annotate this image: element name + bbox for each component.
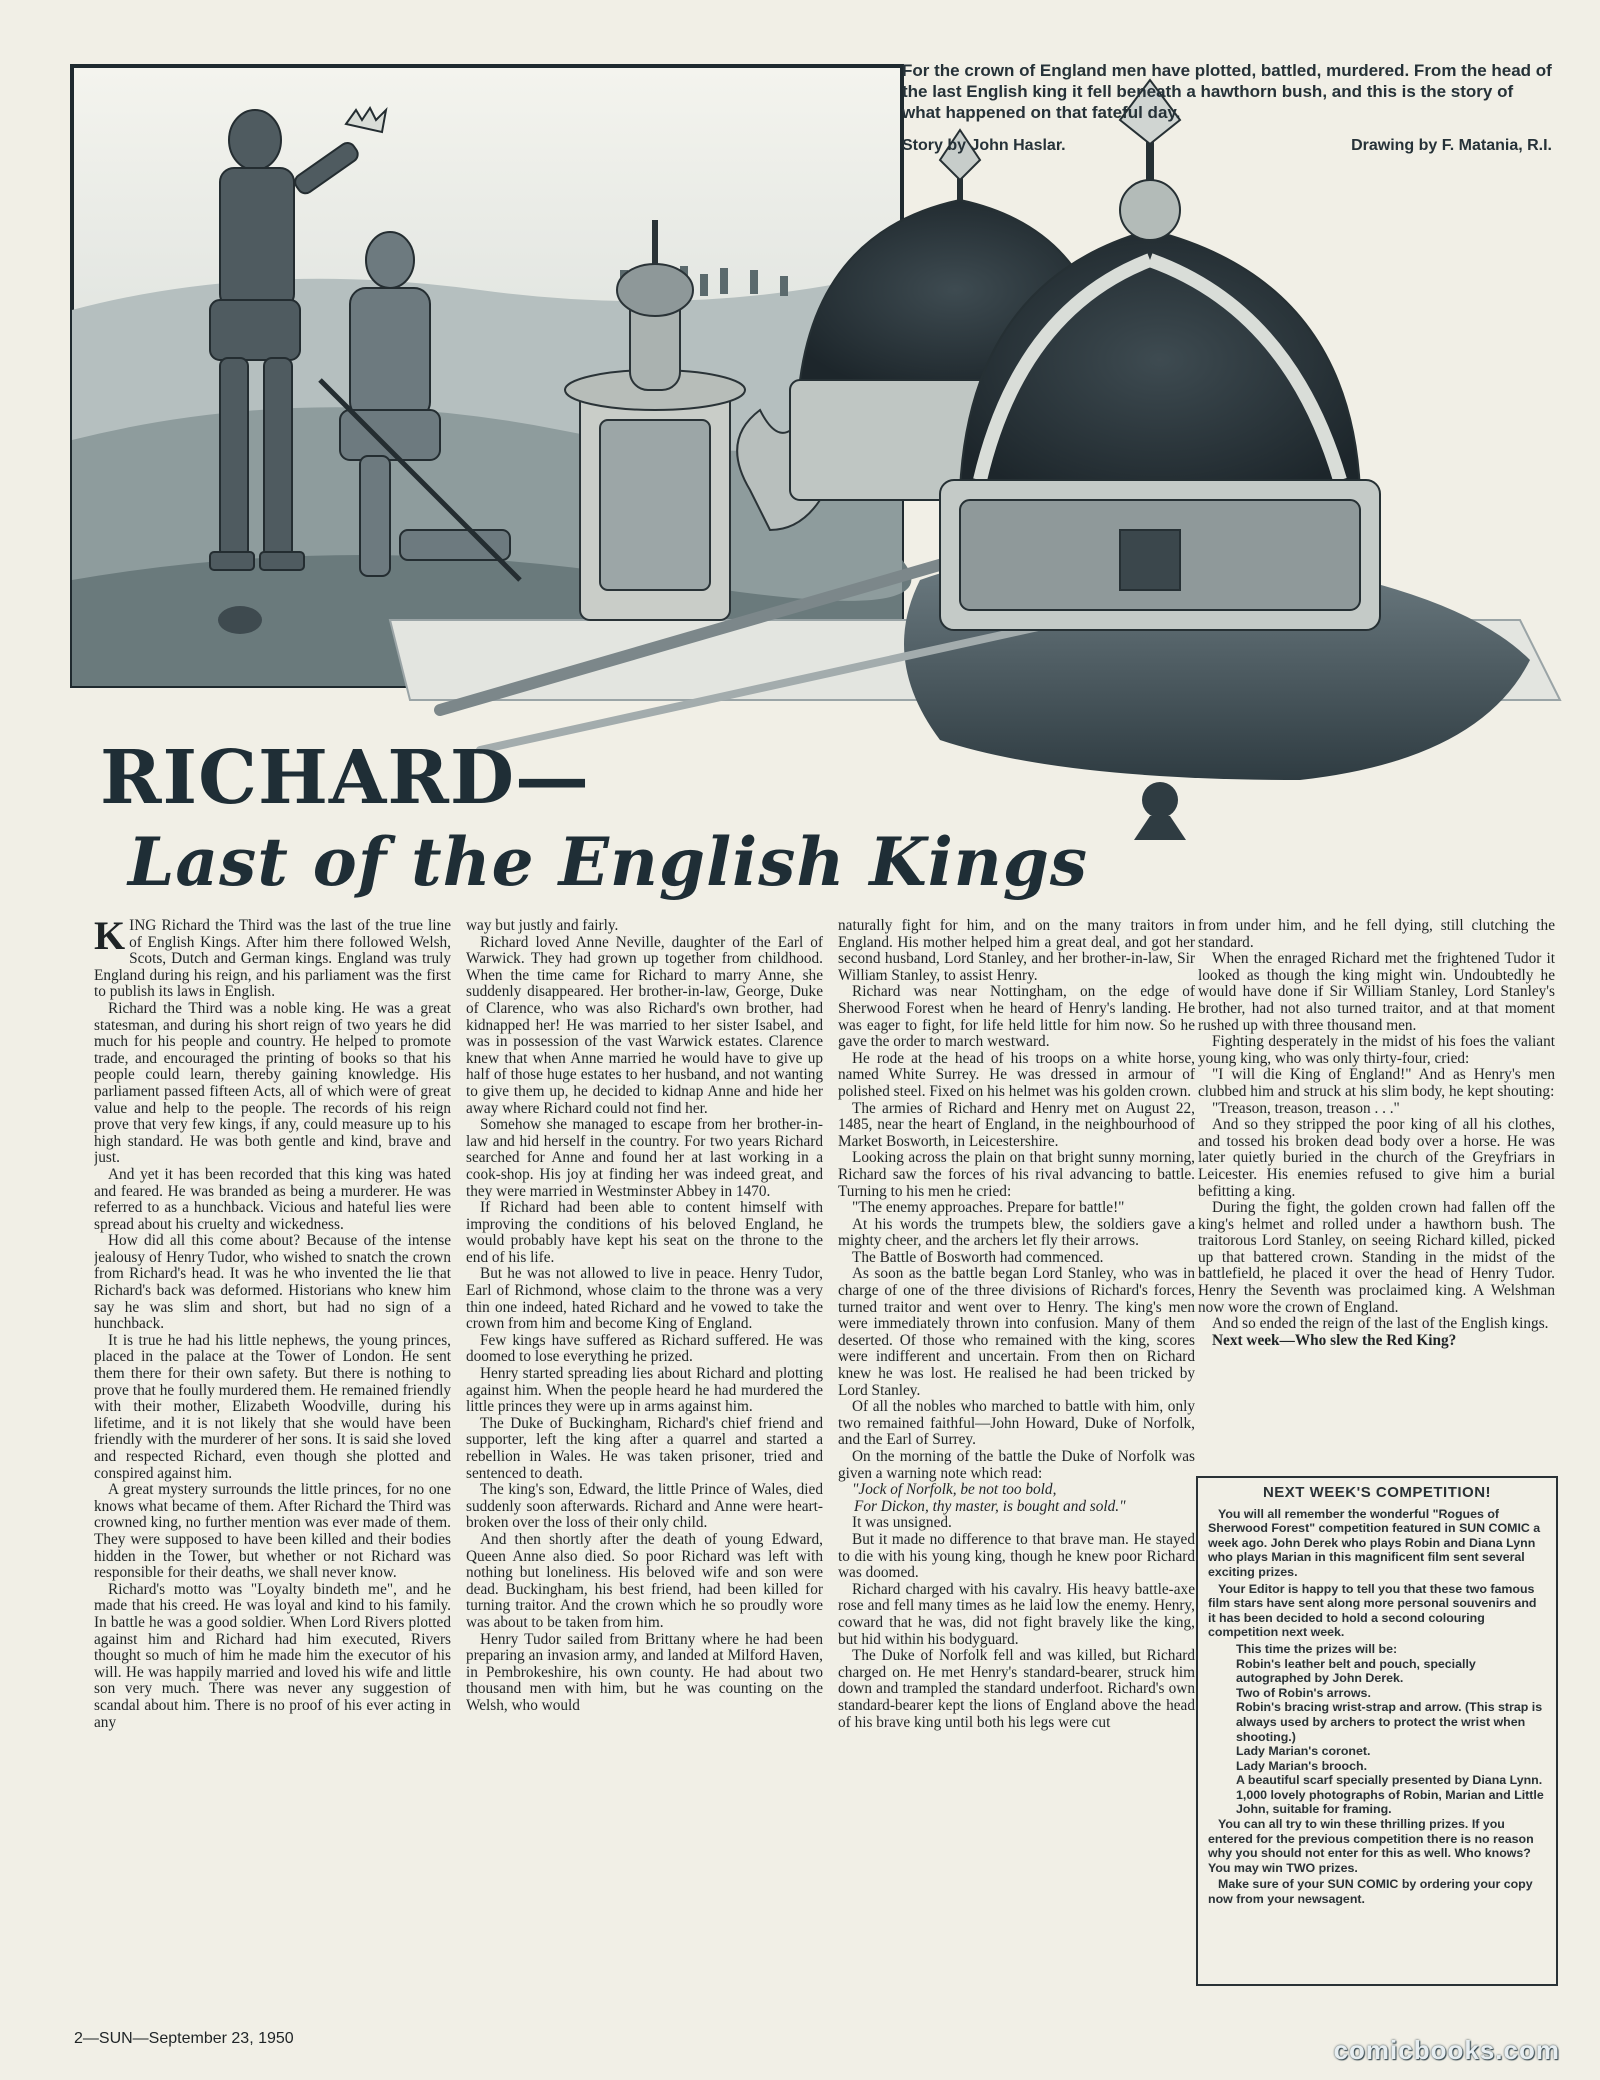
paragraph-text: way but justly and fairly. — [466, 918, 619, 934]
article-paragraph — [838, 1449, 1195, 1482]
article-paragraph — [1198, 1034, 1555, 1067]
article-paragraph — [466, 1117, 823, 1200]
paragraph-text: But he was not allowed to live in peace. Henry Tudor, Earl of Richmond, whose claim to the throne was a very thin one indeed, hated Richard and he vowed to take the crown from him and become King of England. — [466, 1265, 823, 1333]
paragraph-text: If Richard had been able to content himself with improving the conditions of his beloved England, he would probably have kept his seat on the throne to the end of his life. — [466, 1199, 823, 1266]
article-paragraph — [1198, 1101, 1555, 1118]
paragraph-text: Richard was near Nottingham, on the edge of Sherwood Forest when he heard of Henry's landing. He was eager to fight, for life held little for him now. So he gave the order to march westward. — [838, 983, 1195, 1051]
article-paragraph — [94, 1001, 451, 1167]
paragraph-text: "I will die King of England!" And as Henry's men clubbed him and struck at his slim body, he kept shouting: — [1198, 1066, 1555, 1100]
paragraph-text: Few kings have suffered as Richard suffered. He was doomed to lose everything he prized. — [466, 1331, 823, 1366]
article-paragraph — [466, 1416, 823, 1482]
paragraph-text: How did all this come about? Because of the intense jealousy of Henry Tudor, who wished to snatch the crown from Richard's head. It was he who invented the lie that Richard's back was deformed. Historians who knew him say he was slim and short, but had no sign of a hunchback. — [94, 1232, 451, 1333]
article-paragraph — [838, 918, 1195, 984]
article-paragraph — [466, 1532, 823, 1632]
paragraph-text: ING Richard the Third was the last of the true line of English Kings. After him there followed Welsh, Scots, Dutch and German kings. England was truly England during his reign, and his parliament was the first to publish its laws in English. — [94, 918, 451, 1001]
paragraph-text: And then shortly after the death of young Edward, Queen Anne also died. So poor Richard was left with nothing but loneliness. His beloved wife and son were dead. Buckingham, his best friend, had been killed for turning traitor. And the crown which he so proudly wore was about to be taken from him. — [466, 1530, 823, 1631]
article-column-1 — [94, 918, 451, 2003]
article-paragraph — [838, 984, 1195, 1050]
paragraph-text: Of all the nobles who marched to battle with him, only two remained faithful—John Howard, Duke of Norfolk, and the Earl of Surrey. — [838, 1398, 1195, 1449]
competition-box — [1196, 1476, 1558, 1986]
article-paragraph — [466, 1482, 823, 1532]
article-paragraph — [838, 1101, 1195, 1151]
article-paragraph — [838, 1532, 1195, 1582]
watermark: comicbooks.com — [1333, 2035, 1560, 2065]
article-paragraph — [838, 1482, 1195, 1499]
paragraph-text: The Duke of Buckingham, Richard's chief friend and supporter, left the king after a quarrel and started a rebellion in Wales. He was taken prisoner, tried and sentenced to death. — [466, 1414, 823, 1482]
paragraph-text: Richard loved Anne Neville, daughter of the Earl of Warwick. They had grown up together from childhood. When the time came for Richard to marry Anne, she suddenly disappeared. Her brother-in-law, George, Duke of Clarence, who was also Richard's own brother, had kidnapped her! He was married to her sister Isabel, and was in possession of the vast Warwick estates. Clarence knew that when Anne married he would have to give up half of those huge estates to her husband, and not wanting to give them up, he decided to kidnap Anne and hide her away where Richard could not find her. — [466, 933, 823, 1117]
article-column-3 — [838, 918, 1195, 2003]
illustration — [60, 60, 1580, 840]
article-paragraph — [838, 1582, 1195, 1648]
article-paragraph — [94, 1233, 451, 1333]
article-paragraph — [94, 1482, 451, 1582]
paragraph-text: And so they stripped the poor king of all his clothes, and tossed his broken dead body over a horse. He was later quietly buried in the church of the Greyfriars in Leicester. His enemies refused to give him a burial befitting a king. — [1198, 1116, 1555, 1200]
paragraph-text: Looking across the plain on that bright sunny morning, Richard saw the forces of his rival advancing to battle. Turning to his men he cried: — [838, 1149, 1195, 1200]
article-paragraph — [466, 935, 823, 1118]
article-paragraph — [94, 1333, 451, 1482]
prizes-intro: This time the prizes will be: — [1236, 1641, 1398, 1656]
paragraph-text: It is true he had his little nephews, the young princes, placed in the palace at the Tower of London. He sent them there for their own safety. But there is nothing to prove that he foully murdered them. He remained friendly with their mother, Elizabeth Woodville, during his lifetime, and it is not likely that she would have been friendly with the murderer of her sons. It is said she loved and respected Richard, even though she plotted and conspired against him. — [94, 1331, 451, 1482]
paragraph-text: naturally fight for him, and on the many traitors in England. His mother helped him a great deal, and got her second husband, Lord Stanley, and her brother-in-law, Sir William Stanley, to assist Henry. — [838, 918, 1195, 984]
paragraph-text: "Jock of Norfolk, be not too bold, — [852, 1481, 1057, 1499]
paragraph-text: Henry Tudor sailed from Brittany where he had been preparing an invasion army, and landed at Milford Haven, in Pembrokeshire, his own county. He had about two thousand men with him, but he was counting on the Welsh, who would — [466, 1630, 823, 1714]
article-paragraph — [466, 1333, 823, 1366]
article-paragraph — [838, 1217, 1195, 1250]
page-footer: 2—SUN—September 23, 1950 — [74, 2030, 294, 2047]
headline-sub: Last of the English Kings — [128, 823, 1089, 901]
article-paragraph — [1198, 1067, 1555, 1100]
paragraph-text: When the enraged Richard met the frightened Tudor it looked as though the king might win. Undoubtedly he would have done if Sir William Stanley, Lord Stanley's brother, had not also turned traitor, and at that moment rushed up with three thousand men. — [1198, 950, 1555, 1034]
paragraph-text: "Treason, treason, treason . . ." — [1212, 1099, 1400, 1117]
article-paragraph — [838, 1515, 1195, 1532]
paragraph-text: Richard the Third was a noble king. He was a great statesman, and during his short reign of two years he did much for his people and country. He helped to promote trade, and encouraged the printing of books so that his people could learn, thereby gaining knowledge. His parliament passed fifteen Acts, all of which were of great value and help to the people. The records of his reign prove that very few kings, if any, could measure up to his high standard. He was both gentle and kind, brave and just. — [94, 999, 451, 1167]
paragraph-text: A great mystery surrounds the little princes, for no one knows what became of them. After Richard the Third was crowned king, no further mention was ever made of them. They were supposed to have been killed and their bodies hidden in the Tower, but whether or not Richard was responsible for their deaths, we shall never know. — [94, 1481, 451, 1582]
prize-item: Lady Marian's coronet. — [1236, 1744, 1371, 1759]
paragraph-text: It was unsigned. — [852, 1514, 952, 1532]
article-column-4 — [1198, 918, 1555, 1478]
article-paragraph — [838, 1051, 1195, 1101]
paragraph-text: Richard's motto was "Loyalty bindeth me", and he made that his creed. He was loyal and kind to his family. In battle he was a good soldier. When Lord Rivers plotted against him and Richard had him executed, Rivers thought so much of him he made him the executor of his will. He was happily married and loved his wife and little son very much. There was never any suggestion of scandal about him. There is no proof of his ever acting in any — [94, 1580, 451, 1731]
crown-and-knights-drawing — [60, 60, 1580, 840]
competition-paragraph: Make sure of your SUN COMIC by ordering your copy now from your newsagent. — [1208, 1877, 1533, 1907]
paragraph-text: "The enemy approaches. Prepare for battle!" — [852, 1199, 1125, 1217]
intro-block — [902, 60, 1552, 156]
competition-paragraph: You can all try to win these thrilling prizes. If you entered for the previous competition there is no reason why you should not enter for this as well. Who knows? You may win TWO prizes. — [1208, 1817, 1534, 1875]
paragraph-text: The armies of Richard and Henry met on August 22, 1485, near the heart of England, in the neighbourhood of Market Bosworth, in Leicestershire. — [838, 1099, 1195, 1150]
paragraph-text: But it made no difference to that brave man. He stayed to die with his young king, though he knew poor Richard was doomed. — [838, 1530, 1195, 1582]
article-paragraph — [1198, 1333, 1555, 1350]
paragraph-text: And yet it has been recorded that this king was hated and feared. He was branded as being a murderer. He was referred to as a hunchback. Vicious and hateful lies were spread about his cruelty and wickedness. — [94, 1165, 451, 1233]
article-paragraph — [94, 918, 451, 1001]
article-paragraph — [1198, 918, 1555, 951]
article-paragraph — [466, 918, 823, 935]
article-paragraph — [466, 1200, 823, 1266]
article-paragraph — [838, 1399, 1195, 1449]
paragraph-text: The Duke of Norfolk fell and was killed, but Richard charged on. He met Henry's standard-bearer, struck him down and trampled the standard underfoot. Richard's own standard-bearer kept the lions of England above the head of his brave king until both his legs were cut — [838, 1647, 1195, 1731]
article-paragraph — [1198, 951, 1555, 1034]
article-paragraph — [1198, 1200, 1555, 1316]
paragraph-text: As soon as the battle began Lord Stanley, who was in charge of one of the three divisions of Richard's forces, turned traitor and went over to Henry. The king's men were immediately thrown into confusion. Many of them deserted. Of those who remained with the king, scores were indifferent and uncertain. From then on Richard knew he was lost. He realised he had been tricked by Lord Stanley. — [838, 1265, 1195, 1399]
paragraph-text: The king's son, Edward, the little Prince of Wales, died suddenly soon afterwards. Richard and Anne were heart-broken over the loss of their only child. — [466, 1481, 823, 1532]
prize-item: Lady Marian's brooch. — [1236, 1758, 1368, 1773]
paragraph-text: On the morning of the battle the Duke of Norfolk was given a warning note which read: — [838, 1448, 1195, 1482]
article-column-2 — [466, 918, 823, 2003]
paragraph-text: from under him, and he fell dying, still clutching the standard. — [1198, 918, 1555, 951]
article-paragraph — [94, 1582, 451, 1731]
article-paragraph — [1198, 1316, 1555, 1333]
credits-line — [902, 135, 1552, 156]
article-paragraph — [94, 1167, 451, 1233]
paragraph-text: For Dickon, thy master, is bought and sold." — [854, 1497, 1126, 1515]
prize-item: 1,000 lovely photographs of Robin, Marian and Little John, suitable for framing. — [1236, 1787, 1544, 1817]
intro-text: For the crown of England men have plotted, battled, murdered. From the head of the last English king it fell beneath a hawthorn bush, and this is the story of what happened on that fateful day. — [902, 61, 1552, 122]
prize-item: Robin's leather belt and pouch, specially autographed by John Derek. — [1236, 1656, 1476, 1686]
paragraph-text: He rode at the head of his troops on a white horse, named White Surrey. He was dressed in armour of polished steel. Fixed on his helmet was his golden crown. — [838, 1049, 1195, 1100]
prize-list — [1208, 1642, 1546, 1817]
paragraph-text: Richard charged with his cavalry. His heavy battle-axe rose and fell many times as he laid low the enemy. Henry, coward that he was, did not fight bravely like the king, but hid within his bodyguard. — [838, 1580, 1195, 1648]
story-credit: Story by John Haslar. — [902, 137, 1066, 154]
prize-item: Robin's bracing wrist-strap and arrow. (This strap is always used by archers to protect the wrist when shooting.) — [1236, 1700, 1543, 1744]
paragraph-text: At his words the trumpets blew, the soldiers gave a mighty cheer, and the archers let fly their arrows. — [838, 1215, 1195, 1250]
paragraph-text: And so ended the reign of the last of the English kings. — [1212, 1315, 1549, 1333]
headline-main: RICHARD— — [100, 735, 591, 821]
drawing-credit: Drawing by F. Matania, R.I. — [1351, 137, 1552, 154]
article-paragraph — [1198, 1117, 1555, 1200]
paragraph-text: Fighting desperately in the midst of his foes the valiant young king, who was only thirty-four, cried: — [1198, 1033, 1555, 1067]
article-paragraph — [838, 1150, 1195, 1200]
article-paragraph — [838, 1499, 1195, 1516]
prize-item: Two of Robin's arrows. — [1236, 1685, 1371, 1700]
paragraph-text: Henry started spreading lies about Richard and plotting against him. When the people heard he had murdered the little princes they were up in arms against him. — [466, 1365, 823, 1416]
competition-heading: NEXT WEEK'S COMPETITION! — [1262, 1484, 1492, 1501]
prize-item: A beautiful scarf specially presented by Diana Lynn. — [1236, 1773, 1543, 1788]
paragraph-text: Next week—Who slew the Red King? — [1212, 1331, 1457, 1349]
article-paragraph — [838, 1250, 1195, 1267]
article-paragraph — [838, 1200, 1195, 1217]
paragraph-text: Somehow she managed to escape from her brother-in-law and hid herself in the country. For two years Richard searched for Anne and found her at last working in a cook-shop. His joy at finding her was indeed great, and they were married in Westminster Abbey in 1470. — [466, 1116, 823, 1200]
article-paragraph — [838, 1266, 1195, 1399]
paragraph-text: During the fight, the golden crown had fallen off the king's helmet and rolled under a hawthorn bush. The traitorous Lord Stanley, on seeing Richard killed, picked up that battered crown. Standing in the midst of the battlefield, he placed it over the head of Henry Tudor. Henry the Seventh was proclaimed king. A Welshman now wore the crown of England. — [1198, 1199, 1555, 1316]
competition-paragraph: Your Editor is happy to tell you that these two famous film stars have sent along more personal souvenirs and it has been decided to hold a second colouring competition next week. — [1208, 1581, 1537, 1640]
article-paragraph — [838, 1648, 1195, 1731]
paragraph-text: The Battle of Bosworth had commenced. — [852, 1248, 1104, 1266]
competition-paragraph: You will all remember the wonderful "Rogues of Sherwood Forest" competition featured in SUN COMIC a week ago. John Derek who plays Robin and Diana Lynn who plays Marian in this magnificent film sent several exciting prizes. — [1208, 1506, 1541, 1579]
article-paragraph — [466, 1266, 823, 1332]
article-paragraph — [466, 1366, 823, 1416]
article-paragraph — [466, 1632, 823, 1715]
drop-cap: K — [94, 918, 126, 958]
